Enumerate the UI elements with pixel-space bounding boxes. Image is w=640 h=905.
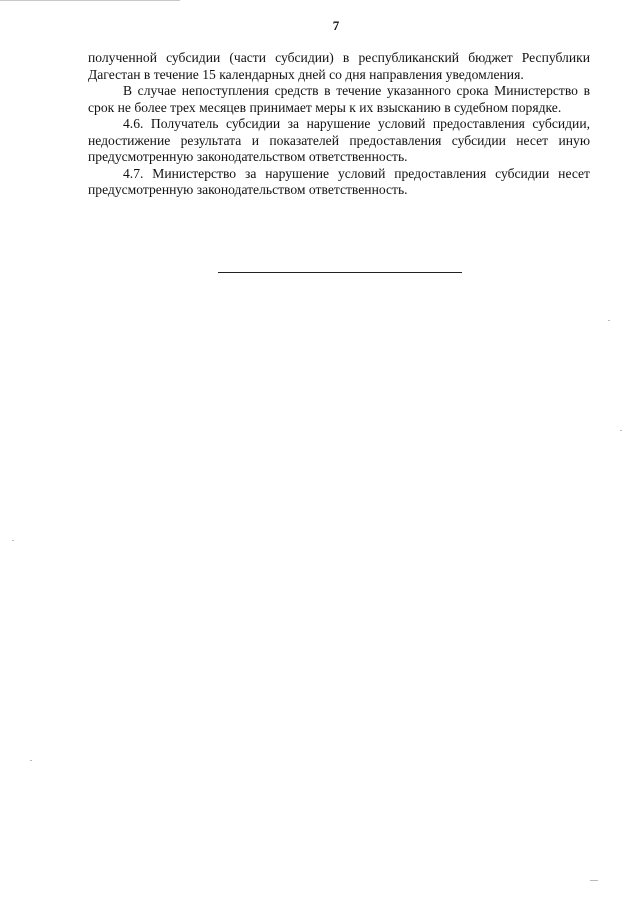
scan-speck (620, 430, 622, 431)
closing-horizontal-rule (218, 272, 462, 273)
scan-speck (608, 320, 610, 321)
page-number: 7 (332, 18, 340, 33)
scan-speck (12, 540, 14, 541)
paragraph-4-6: 4.6. Получатель субсидии за нарушение условий предоставления субсидии, недостижение результата и показателей предоставления субсидии несет иную предусмотренную законодательством ответственность. (88, 116, 590, 164)
scan-edge-line (0, 0, 180, 1)
scan-speck (30, 760, 32, 761)
paragraph-non-receipt: В случае непоступления средств в течение указанного срока Министерство в срок не более трех месяцев принимает меры к их взысканию в судебном порядке. (88, 83, 590, 115)
document-body (88, 50, 590, 199)
paragraph-subsidy-return: полученной субсидии (части субсидии) в республиканский бюджет Республики Дагестан в течение 15 календарных дней со дня направления уведомления. (88, 50, 590, 82)
paragraph-4-7: 4.7. Министерство за нарушение условий предоставления субсидии несет предусмотренную законодательством ответственность. (88, 165, 590, 197)
scan-speck (590, 880, 598, 881)
